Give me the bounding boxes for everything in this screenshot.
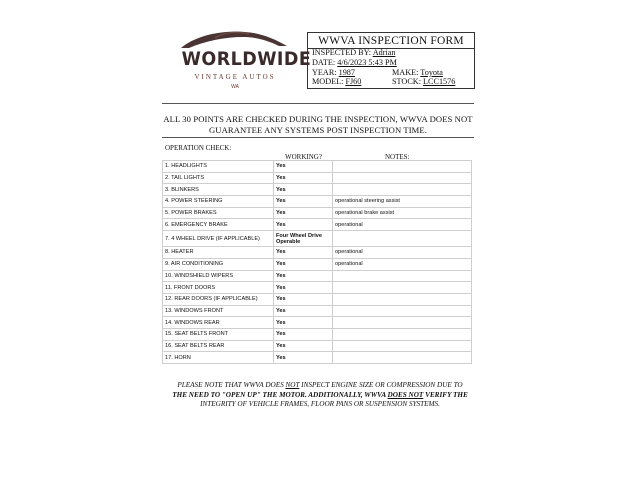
check-item-label: 8. HEATER <box>163 247 274 259</box>
check-note <box>333 282 472 294</box>
check-note <box>333 305 472 317</box>
check-working-value: Yes <box>274 282 333 294</box>
table-row <box>163 161 472 173</box>
check-item-label: 1. HEADLIGHTS <box>163 161 274 173</box>
check-item-label: 13. WINDOWS FRONT <box>163 305 274 317</box>
check-item-label: 6. EMERGENCY BRAKE <box>163 219 274 231</box>
notice-line-1: ALL 30 POINTS ARE CHECKED DURING THE INSPECTION, WWVA DOES NOT <box>163 114 473 124</box>
table-row <box>163 352 472 364</box>
check-working-value: Yes <box>274 317 333 329</box>
model-value: FJ60 <box>345 77 362 86</box>
table-row <box>163 305 472 317</box>
disclaimer-text: INSPECT ENGINE SIZE OR COMPRESSION DUE TO <box>299 381 463 389</box>
year-value: 1987 <box>338 68 355 77</box>
table-row <box>163 340 472 352</box>
year-row <box>312 68 355 77</box>
check-working-value: Yes <box>274 219 333 231</box>
check-note <box>333 161 472 173</box>
disclaimer-text: VERIFY THE <box>423 390 468 399</box>
operation-check-table <box>162 160 472 364</box>
check-note <box>333 231 472 247</box>
check-item-label: 4. POWER STEERING <box>163 196 274 208</box>
check-item-label: 3. BLINKERS <box>163 184 274 196</box>
table-row <box>163 293 472 305</box>
check-note <box>333 184 472 196</box>
date-row <box>312 58 397 67</box>
year-label: YEAR: <box>312 68 337 77</box>
check-working-value: Yes <box>274 161 333 173</box>
disclaimer <box>162 381 478 410</box>
check-note: operational <box>333 247 472 259</box>
check-note <box>333 340 472 352</box>
check-note <box>333 352 472 364</box>
check-item-label: 7. 4 WHEEL DRIVE (IF APPLICABLE) <box>163 231 274 247</box>
check-item-label: 12. REAR DOORS (IF APPLICABLE) <box>163 293 274 305</box>
make-row <box>392 68 443 77</box>
make-value: Toyota <box>420 68 443 77</box>
table-row <box>163 172 472 184</box>
disclaimer-text: PLEASE NOTE THAT WWVA DOES <box>177 381 286 389</box>
disclaimer-emphasis: DOES NOT <box>387 390 424 399</box>
table-row <box>163 328 472 340</box>
check-item-label: 17. HORN <box>163 352 274 364</box>
check-note: operational <box>333 219 472 231</box>
check-working-value: Yes <box>274 258 333 270</box>
table-row <box>163 270 472 282</box>
notice-line-2: GUARANTEE ANY SYSTEMS POST INSPECTION TIME. <box>208 124 428 135</box>
working-column-header: WORKING? <box>285 153 322 161</box>
disclaimer-line-3 <box>162 400 478 410</box>
check-note: operational steering assist <box>333 196 472 208</box>
check-working-value: Yes <box>274 352 333 364</box>
check-item-label: 14. WINDOWS REAR <box>163 317 274 329</box>
check-working-value: Yes <box>274 328 333 340</box>
check-working-value: Yes <box>274 196 333 208</box>
check-item-label: 10. WINDSHIELD WIPERS <box>163 270 274 282</box>
table-row <box>163 258 472 270</box>
check-working-value: Yes <box>274 340 333 352</box>
check-note: operational brake assist <box>333 207 472 219</box>
check-working-value: Yes <box>274 207 333 219</box>
notes-column-header: NOTES: <box>385 153 410 161</box>
disclaimer-text: INTEGRITY OF VEHICLE FRAMES, FLOOR PANS OR SUSPENSION SYSTEMS. <box>200 400 440 408</box>
logo-mark: WA <box>231 84 239 90</box>
logo-brand-text: WORLDWIDE <box>181 48 312 70</box>
check-note <box>333 270 472 282</box>
check-working-value: Yes <box>274 270 333 282</box>
disclaimer-text: THE NEED TO "OPEN UP" THE MOTOR. ADDITIONALLY, WWVA <box>172 390 388 399</box>
check-note <box>333 172 472 184</box>
model-label: MODEL: <box>312 77 344 86</box>
inspection-form-header <box>307 32 475 89</box>
disclaimer-emphasis: NOT <box>285 381 300 389</box>
section-title: OPERATION CHECK: <box>165 144 232 152</box>
form-title: WWVA INSPECTION FORM <box>318 35 464 47</box>
check-item-label: 11. FRONT DOORS <box>163 282 274 294</box>
inspected-by-row <box>312 48 395 57</box>
worldwide-logo <box>175 28 312 94</box>
inspected-by-label: INSPECTED BY: <box>312 48 372 57</box>
table-row <box>163 219 472 231</box>
check-item-label: 9. AIR CONDITIONING <box>163 258 274 270</box>
logo-tagline: VINTAGE AUTOS <box>194 73 276 81</box>
check-item-label: 16. SEAT BELTS REAR <box>163 340 274 352</box>
check-item-label: 2. TAIL LIGHTS <box>163 172 274 184</box>
stock-value: LCC1576 <box>423 77 456 86</box>
model-row <box>312 77 361 86</box>
make-label: MAKE: <box>392 68 419 77</box>
disclaimer-line-2 <box>162 391 478 401</box>
table-row <box>163 196 472 208</box>
date-value: 4/6/2023 5:43 PM <box>337 58 397 67</box>
check-note <box>333 328 472 340</box>
check-working-value: Four Wheel Drive Operable <box>274 231 333 247</box>
table-row <box>163 247 472 259</box>
table-row <box>163 317 472 329</box>
check-note <box>333 293 472 305</box>
check-working-value: Yes <box>274 247 333 259</box>
check-working-value: Yes <box>274 172 333 184</box>
check-working-value: Yes <box>274 184 333 196</box>
check-item-label: 15. SEAT BELTS FRONT <box>163 328 274 340</box>
top-divider <box>162 103 474 104</box>
check-working-value: Yes <box>274 293 333 305</box>
disclaimer-line-1 <box>162 381 478 391</box>
points-notice <box>162 114 474 135</box>
table-row <box>163 231 472 247</box>
check-note: operational <box>333 258 472 270</box>
notice-divider <box>162 137 474 138</box>
stock-row <box>392 77 455 86</box>
check-note <box>333 317 472 329</box>
check-working-value: Yes <box>274 305 333 317</box>
stock-label: STOCK: <box>392 77 421 86</box>
date-label: DATE: <box>312 58 336 67</box>
table-row <box>163 282 472 294</box>
inspected-by-value: Adrian <box>372 48 396 57</box>
check-item-label: 5. POWER BRAKES <box>163 207 274 219</box>
table-row <box>163 184 472 196</box>
table-row <box>163 207 472 219</box>
